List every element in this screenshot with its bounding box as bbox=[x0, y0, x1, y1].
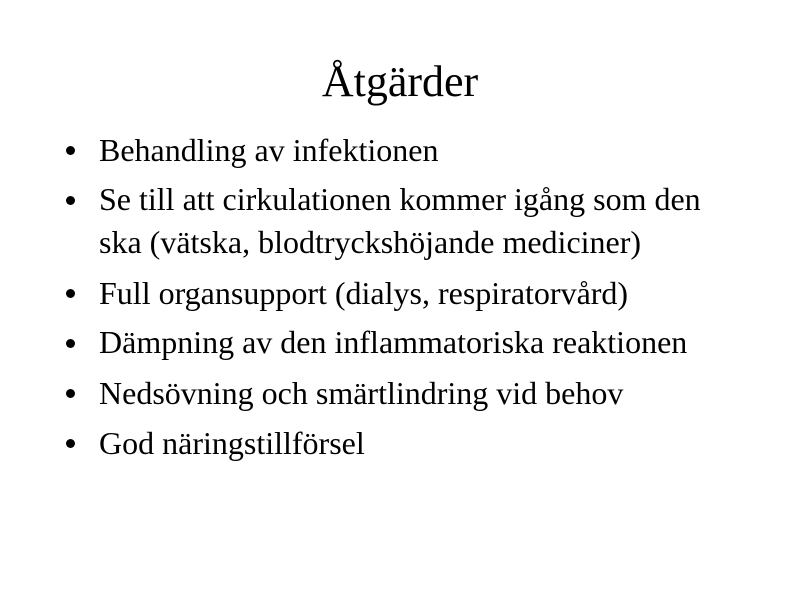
bullet-item bbox=[66, 321, 746, 364]
bullet-text: Full organsupport (dialys, respiratorvård) bbox=[99, 275, 629, 311]
bullet-item bbox=[66, 128, 746, 173]
bullet-dot-icon bbox=[66, 196, 75, 205]
bullet-text: Behandling av infektionen bbox=[99, 132, 439, 168]
bullet-list bbox=[66, 128, 746, 471]
bullet-text: God näringstillförsel bbox=[99, 425, 365, 461]
bullet-dot-icon bbox=[66, 146, 75, 155]
bullet-item bbox=[66, 178, 746, 264]
bullet-dot-icon bbox=[66, 339, 75, 348]
bullet-text: Nedsövning och smärtlindring vid behov bbox=[99, 375, 624, 411]
bullet-dot-icon bbox=[66, 389, 75, 398]
bullet-text: Dämpning av den inflammatoriska reaktionen bbox=[99, 324, 688, 360]
slide-title: Åtgärder bbox=[321, 57, 479, 106]
bullet-text: Se till att cirkulationen kommer igång som den ska (vätska, blodtryckshöjande mediciner) bbox=[99, 181, 701, 260]
bullet-item bbox=[66, 371, 746, 416]
bullet-item bbox=[66, 421, 746, 466]
bullet-item bbox=[66, 271, 746, 316]
bullet-dot-icon bbox=[66, 289, 75, 298]
bullet-dot-icon bbox=[66, 439, 75, 448]
